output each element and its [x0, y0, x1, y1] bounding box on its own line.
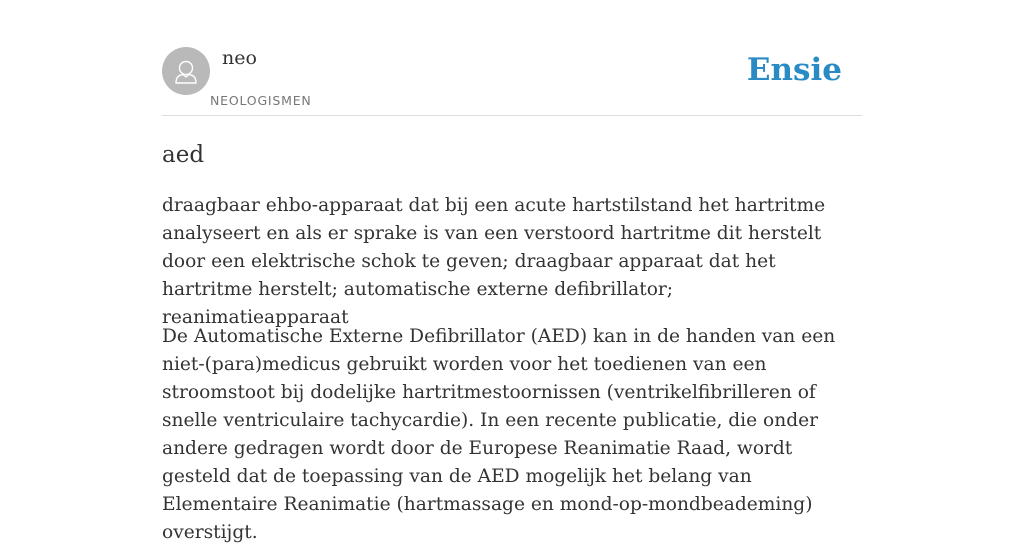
entry-header: [162, 0, 862, 116]
ensie-logo[interactable]: Ensie: [746, 52, 842, 88]
username[interactable]: neo: [222, 47, 257, 69]
user-avatar[interactable]: [162, 47, 210, 95]
entry-definition: draagbaar ehbo-apparaat dat bij een acute hartstilstand het hartritme analyseert en als er sprake is van een verstoord hartritme dit herstelt door een elektrische schok te geven; draagbaar apparaat dat het hartritme herstelt; automatische externe defibrillator; reanimatieapparaat: [162, 195, 826, 328]
entry-example: De Automatische Externe Defibrillator (AED) kan in de handen van een niet-(para)medicus gebruikt worden voor het toedienen van een stroomstoot bij dodelijke hartritmestoornissen (ventrikelfibrilleren of snelle ventriculaire tachycardie). In een recente publicatie, die onder andere gedragen wordt door de Europese Reanimatie Raad, wordt gesteld dat de toepassing van de AED mogelijk het belang van Elementaire Reanimatie (hartmassage en mond-op-mondbeademing) overstijgt.: [162, 326, 836, 543]
category-label[interactable]: NEOLOGISMEN: [210, 93, 312, 108]
entry-word: aed: [162, 142, 205, 168]
entry-card: [162, 0, 862, 543]
user-avatar-icon: [162, 47, 210, 95]
